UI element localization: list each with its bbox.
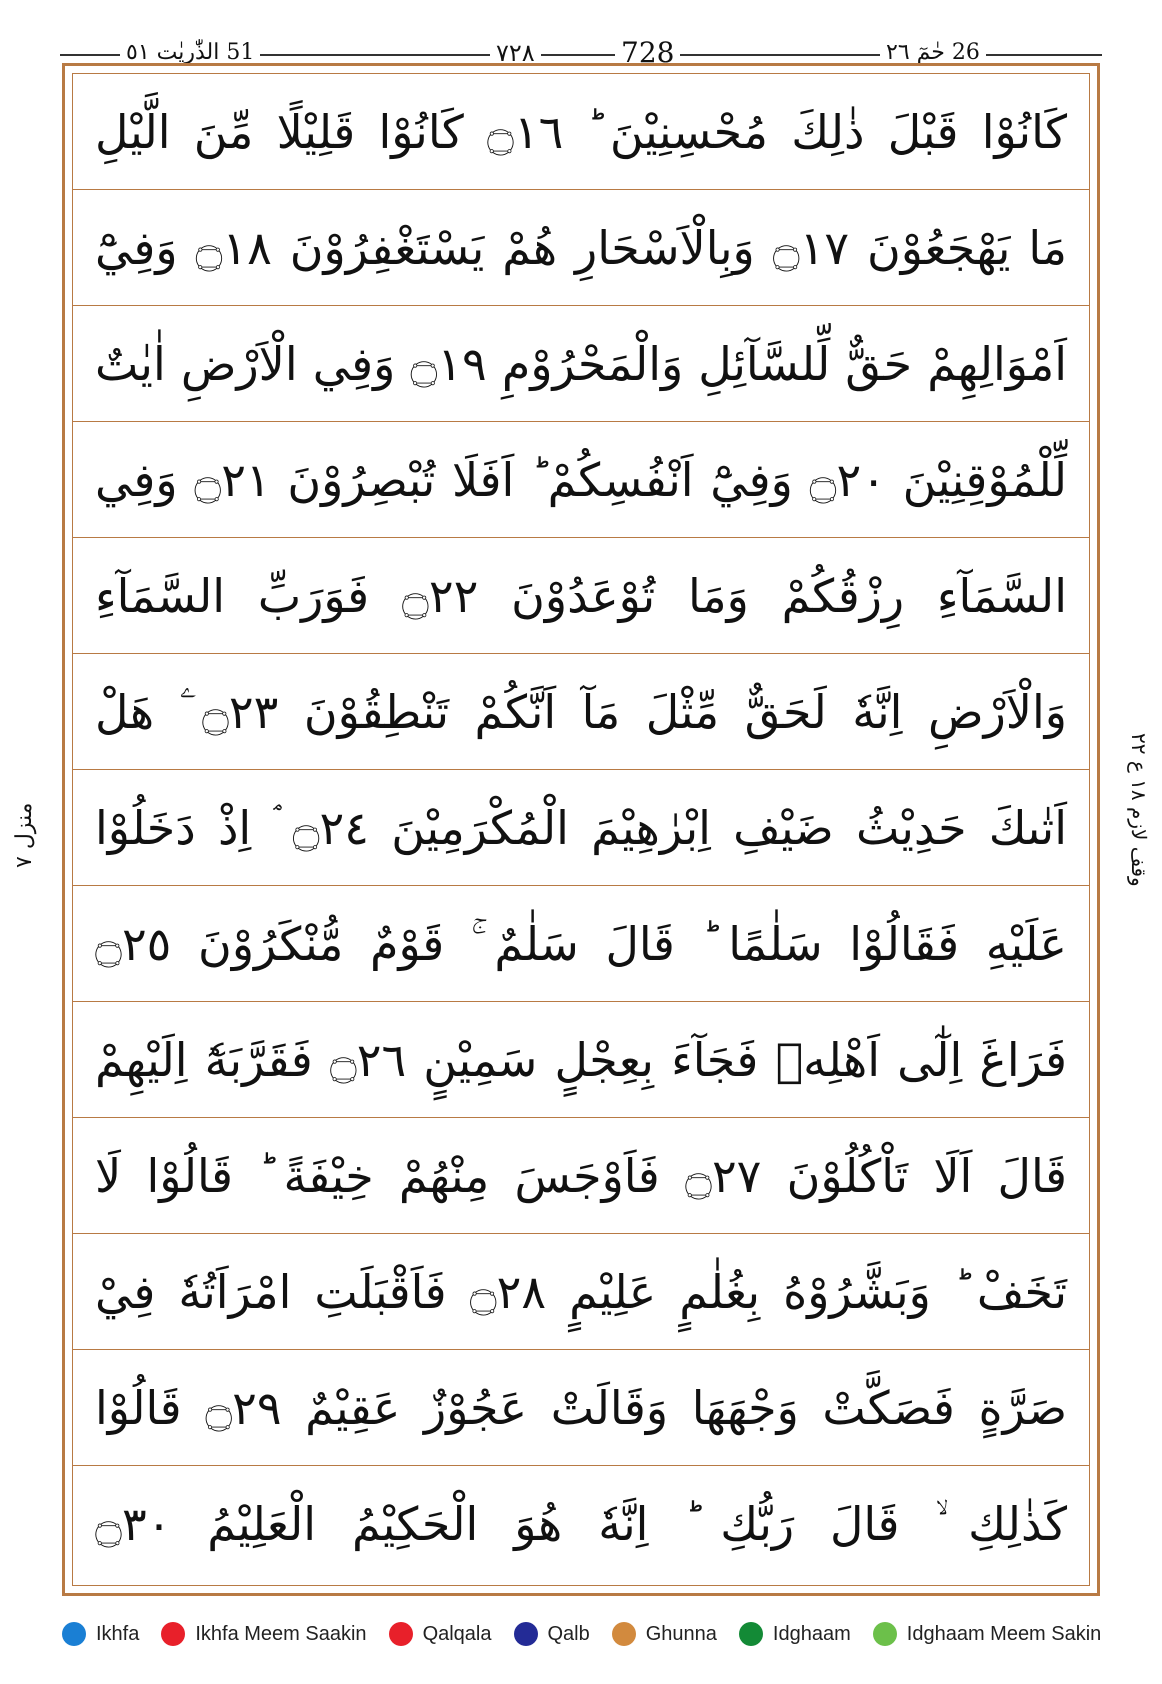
manzil-label: منزل ٧ [12, 802, 37, 868]
text-line: لِّلْمُوْقِنِيْنَ ۝٢٠ وَفِيْٓ اَنْفُسِكُمْ ؕ اَفَلَا تُبْصِرُوْنَ ۝٢١ وَفِي [73, 422, 1089, 538]
legend-label: Qalqala [422, 1622, 492, 1645]
legend-label: Ghunna [645, 1622, 717, 1645]
idghaam-dot-icon [739, 1622, 763, 1646]
ikhfa-meem-saakin-dot-icon [161, 1622, 185, 1646]
text-line: تَخَفْ ؕ وَبَشَّرُوْهُ بِغُلٰمٍ عَلِيْمٍ ۝٢٨ فَاَقْبَلَتِ امْرَاَتُهٗ فِيْ [73, 1234, 1089, 1350]
arabic-page-number: ٧٢٨ [490, 38, 541, 68]
qalb-dot-icon [514, 1622, 538, 1646]
qalqala-dot-icon [389, 1622, 413, 1646]
legend-item [514, 1622, 590, 1646]
legend-label: Ikhfa Meem Saakin [195, 1622, 367, 1645]
ghunna-dot-icon [612, 1622, 636, 1646]
text-line: كَذٰلِكِ ۙ قَالَ رَبُّكِ ؕ اِنَّهٗ هُوَ الْحَكِيْمُ الْعَلِيْمُ ۝٣٠ [95, 1497, 1067, 1551]
text-line: كَانُوْا قَبْلَ ذٰلِكَ مُحْسِنِيْنَ ؕ ۝١٦ كَانُوْا قَلِيْلًا مِّنَ الَّيْلِ [73, 74, 1089, 190]
legend-item [62, 1622, 139, 1646]
legend-item [739, 1622, 851, 1646]
text-line: اَتٰىكَ حَدِيْثُ ضَيْفِ اِبْرٰهِيْمَ الْمُكْرَمِيْنَ ۝٢٤ ۘ اِذْ دَخَلُوْا [73, 770, 1089, 886]
text-line: قَالَ اَلَا تَاْكُلُوْنَ ۝٢٧ فَاَوْجَسَ مِنْهُمْ خِيْفَةً ؕ قَالُوْا لَا [73, 1118, 1089, 1234]
text-line: اَمْوَالِهِمْ حَقٌّ لِّلسَّآئِلِ وَالْمَحْرُوْمِ ۝١٩ وَفِي الْاَرْضِ اٰيٰتٌ [73, 306, 1089, 422]
text-line: عَلَيْهِ فَقَالُوْا سَلٰمًا ؕ قَالَ سَلٰمٌ ۚ قَوْمٌ مُّنْكَرُوْنَ ۝٢٥ [73, 886, 1089, 1002]
ruku-marker: وقف لازم ١٨ ع ٢٢ [1127, 733, 1151, 887]
tajweed-legend [62, 1614, 1102, 1654]
legend-label: Idghaam Meem Sakin [906, 1622, 1102, 1645]
text-line: السَّمَآءِ رِزْقُكُمْ وَمَا تُوْعَدُوْنَ ۝٢٢ فَوَرَبِّ السَّمَآءِ [73, 538, 1089, 654]
juz-label: 26 حٰمٓ ٢٦ [880, 38, 986, 68]
legend-label: Qalb [547, 1622, 590, 1645]
ikhfa-dot-icon [62, 1622, 86, 1646]
quran-text-block [73, 74, 1089, 1585]
legend-item [873, 1622, 1102, 1646]
text-line: وَالْاَرْضِ اِنَّهٗ لَحَقٌّ مِّثْلَ مَآ اَنَّكُمْ تَنْطِقُوْنَ ۝٢٣ ۧ هَلْ [73, 654, 1089, 770]
legend-label: Ikhfa [96, 1622, 140, 1645]
text-line: صَرَّةٍ فَصَكَّتْ وَجْهَهَا وَقَالَتْ عَجُوْزٌ عَقِيْمٌ ۝٢٩ قَالُوْا [73, 1350, 1089, 1466]
legend-item [389, 1622, 492, 1646]
legend-label: Idghaam [772, 1622, 851, 1645]
text-line: فَرَاغَ اِلٰٓى اَهْلِهٖ فَجَآءَ بِعِجْلٍ سَمِيْنٍ ۝٢٦ فَقَرَّبَهٗٓ اِلَيْهِمْ [73, 1002, 1089, 1118]
legend-item [161, 1622, 366, 1646]
surah-label: 51 الذّٰريٰت ٥١ [120, 38, 260, 68]
text-line: مَا يَهْجَعُوْنَ ۝١٧ وَبِالْاَسْحَارِ هُمْ يَسْتَغْفِرُوْنَ ۝١٨ وَفِيْٓ [73, 190, 1089, 306]
legend-item [612, 1622, 717, 1646]
page-number: 728 [615, 38, 680, 68]
idghaam-meem-sakin-dot-icon [873, 1622, 897, 1646]
